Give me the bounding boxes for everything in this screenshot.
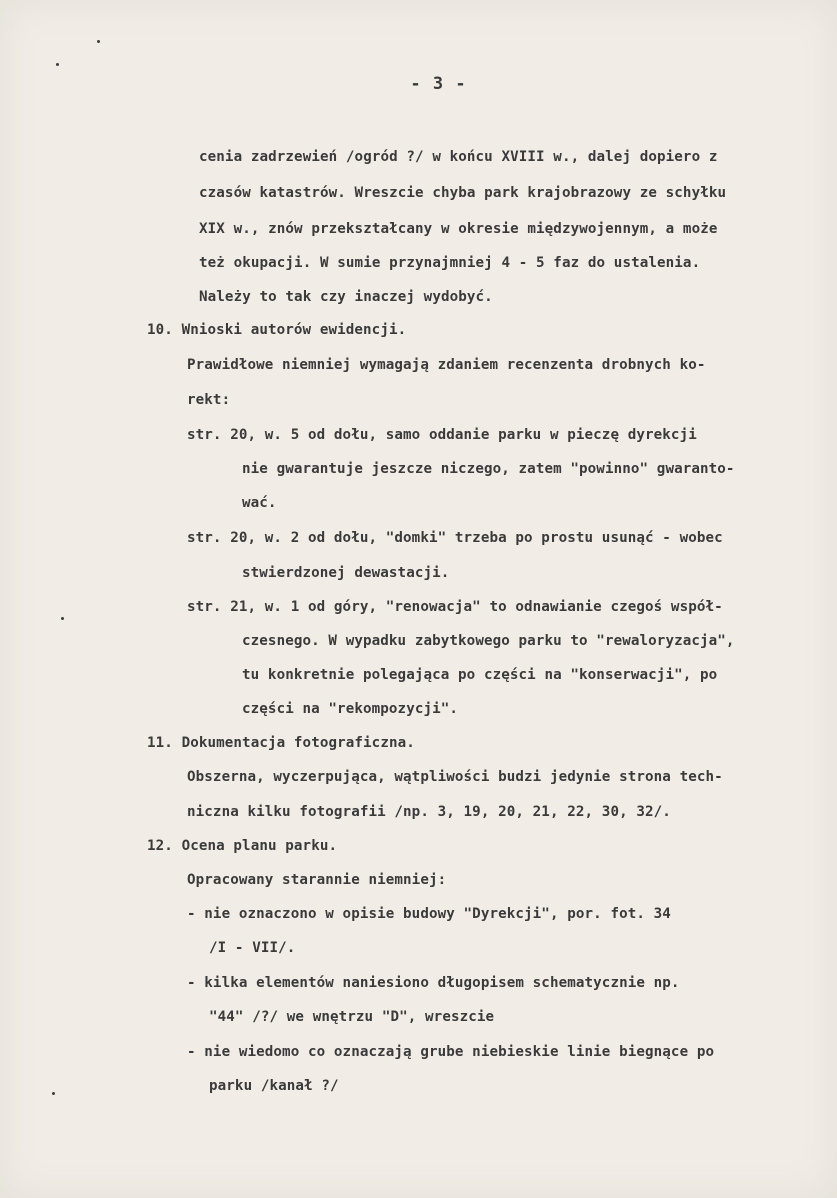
scan-speck xyxy=(97,40,100,43)
text-line: str. 20, w. 5 od dołu, samo oddanie parku w pieczę dyrekcji xyxy=(187,427,697,443)
text-line: tu konkretnie polegająca po części na "konserwacji", po xyxy=(242,667,718,683)
text-line: niczna kilku fotografii /np. 3, 19, 20, 21, 22, 30, 32/. xyxy=(187,804,671,820)
text-line: też okupacji. W sumie przynajmniej 4 - 5 faz do ustalenia. xyxy=(199,255,701,271)
section-heading: 12. Ocena planu parku. xyxy=(147,838,338,854)
text-line: Obszerna, wyczerpująca, wątpliwości budzi jedynie strona tech- xyxy=(187,769,723,785)
text-line: /I - VII/. xyxy=(209,940,296,956)
scan-speck xyxy=(61,617,64,620)
text-line: str. 20, w. 2 od dołu, "domki" trzeba po prostu usunąć - wobec xyxy=(187,530,723,546)
list-item: - nie wiedomo co oznaczają grube niebieskie linie biegnące po xyxy=(187,1044,715,1060)
section-heading: 10. Wnioski autorów ewidencji. xyxy=(147,322,407,338)
text-line: rekt: xyxy=(187,392,231,408)
text-line: stwierdzonej dewastacji. xyxy=(242,565,450,581)
text-line: nie gwarantuje jeszcze niczego, zatem "powinno" gwaranto- xyxy=(242,461,735,477)
text-line: wać. xyxy=(242,495,277,511)
text-line: cenia zadrzewień /ogród ?/ w końcu XVIII w., dalej dopiero z xyxy=(199,149,718,165)
text-line: str. 21, w. 1 od góry, "renowacja" to odnawianie czegoś współ- xyxy=(187,599,723,615)
text-line: czasów katastrów. Wreszcie chyba park krajobrazowy ze schyłku xyxy=(199,185,727,201)
text-line: XIX w., znów przekształcany w okresie międzywojennym, a może xyxy=(199,221,718,237)
text-line: Opracowany starannie niemniej: xyxy=(187,872,447,888)
section-heading: 11. Dokumentacja fotograficzna. xyxy=(147,735,415,751)
text-line: części na "rekompozycji". xyxy=(242,701,459,717)
list-item: - kilka elementów naniesiono długopisem schematycznie np. xyxy=(187,975,680,991)
text-line: Należy to tak czy inaczej wydobyć. xyxy=(199,289,493,305)
scan-speck xyxy=(52,1092,55,1095)
page-number: - 3 - xyxy=(410,74,467,94)
text-line: parku /kanał ?/ xyxy=(209,1078,339,1094)
list-item: - nie oznaczono w opisie budowy "Dyrekcji", por. fot. 34 xyxy=(187,906,671,922)
text-line: czesnego. W wypadku zabytkowego parku to "rewaloryzacja", xyxy=(242,633,735,649)
text-line: Prawidłowe niemniej wymagają zdaniem recenzenta drobnych ko- xyxy=(187,357,706,373)
text-line: "44" /?/ we wnętrzu "D", wreszcie xyxy=(209,1009,495,1025)
scan-speck xyxy=(56,63,59,66)
